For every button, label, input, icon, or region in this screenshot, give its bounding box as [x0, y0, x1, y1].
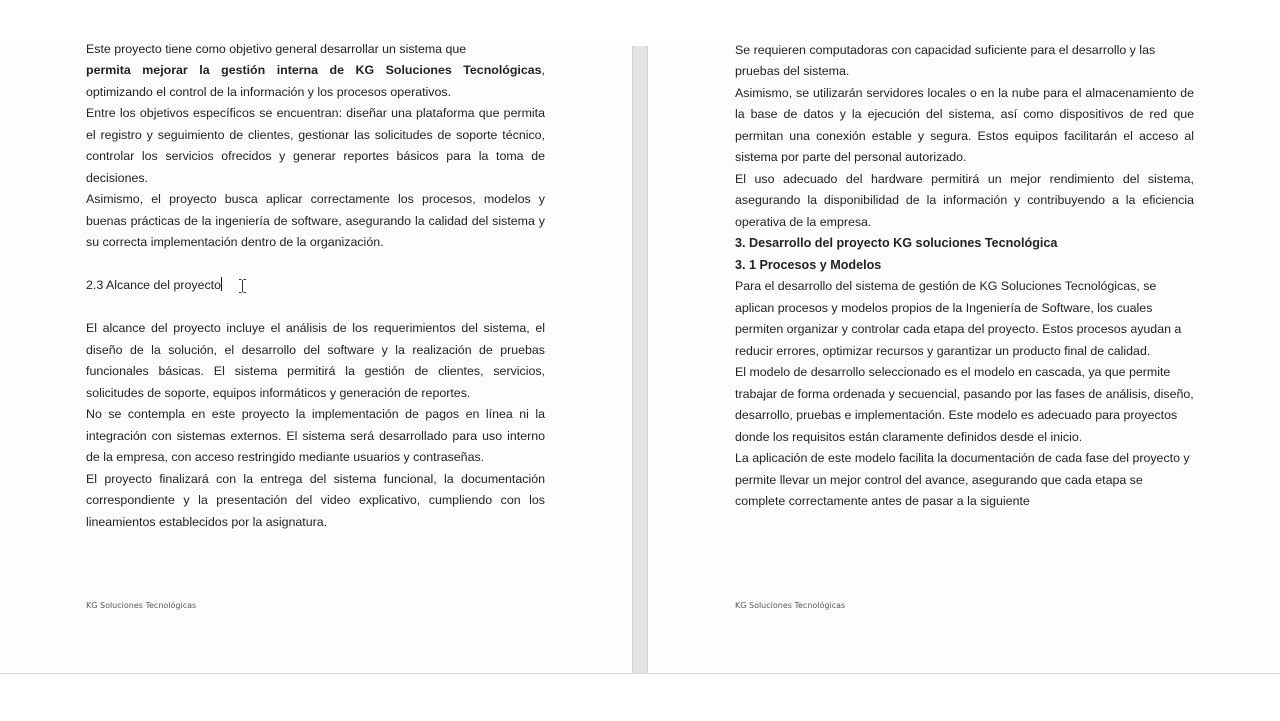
blank-line [86, 297, 545, 319]
ibeam-cursor-icon [238, 279, 247, 293]
page-footer-right: KG Soluciones Tecnológicas [735, 601, 846, 610]
paragraph-objective-general-rest[interactable]: optimizando el control de la información y los procesos operativos. [86, 84, 452, 99]
section-title-alcance[interactable] [86, 275, 545, 297]
blank-line [86, 254, 545, 276]
paragraph-waterfall[interactable]: El modelo de desarrollo seleccionado es el modelo en cascada, ya que permite trabajar de forma ordenada y secuencial, pasando por las fases de análisis, diseño, desarrollo, pruebas e implementación. Este modelo es adecuado para proyectos donde los requisitos están claramente definidos desde el inicio. [735, 365, 1194, 444]
bottom-bar [0, 673, 1280, 721]
document-page-right[interactable] [648, 42, 1280, 673]
chapter-title[interactable]: 3. Desarrollo del proyecto KG soluciones Tecnológica [735, 236, 1058, 250]
paragraph-good-practices[interactable]: Asimismo, el proyecto busca aplicar correctamente los procesos, modelos y buenas prácticas de la ingeniería de software, asegurando la calidad del sistema y su correcta implementación dentro de la organización. [86, 192, 545, 249]
clipped-line [735, 42, 1194, 61]
bold-objective-trail: , [541, 63, 545, 77]
paragraph-objective-general[interactable] [86, 60, 545, 82]
paragraph-deliverables[interactable]: El proyecto finalizará con la entrega del sistema funcional, la documentación correspondiente y la presentación del video explicativo, cumpliendo con los lineamientos establecidos por la asignatura. [86, 471, 545, 529]
page-body-left [86, 41, 545, 533]
paragraph-exclusions[interactable]: No se contempla en este proyecto la implementación de pagos en línea ni la integración con sistemas externos. El sistema será desarrollado para uso interno de la empresa, con acceso restringido mediante usuarios y contraseñas. [86, 407, 545, 464]
paragraph-hardware-usage[interactable]: El uso adecuado del hardware permitirá un mejor rendimiento del sistema, asegurando la disponibilidad de la información y contribuyendo a la eficiencia operativa de la empresa. [735, 171, 1194, 229]
bold-objective-text: permita mejorar la gestión interna de KG Soluciones Tecnológicas [86, 63, 542, 77]
paragraph-servers[interactable]: Asimismo, se utilizarán servidores locales o en la nube para el almacenamiento de la base de datos y la ejecución del sistema, así como dispositivos de red que permitan una conexión estable y segura. Estos equipos facilitarán el acceso al sistema por parte del personal autorizado. [735, 85, 1194, 164]
paragraph-processes[interactable]: Para el desarrollo del sistema de gestión de KG Soluciones Tecnológicas, se aplican procesos y modelos propios de la Ingeniería de Software, los cuales permiten organizar y controlar cada etapa del proyecto. Estos procesos ayudan a reducir errores, optimizar recursos y garantizar un producto final de calidad. [735, 279, 1182, 358]
rag-paragraphs [735, 276, 1194, 513]
paragraph-hardware-rest[interactable]: pruebas del sistema. [735, 64, 850, 78]
document-page-left[interactable] [0, 41, 632, 673]
page-body-right [735, 42, 1194, 513]
paragraph-documentation[interactable]: La aplicación de este modelo facilita la documentación de cada fase del proyecto y permite llevar un mejor control del avance, asegurando que cada etapa se complete correctamente antes de pasar a la siguiente [735, 451, 1190, 508]
clipped-line-text: Este proyecto tiene como objetivo general desarrollar un sistema que [86, 41, 467, 56]
paragraph-specific-objectives[interactable]: Entre los objetivos específicos se encuentran: diseñar una plataforma que permita el registro y seguimiento de clientes, gestionar las solicitudes de soporte técnico, controlar los servicios ofrecidos y generar reportes básicos para la toma de decisiones. [86, 106, 545, 185]
document-viewport[interactable] [0, 41, 1280, 673]
clipped-line-text: Se requieren computadoras con capacidad suficiente para el desarrollo y las [735, 42, 1156, 57]
paragraph-scope[interactable]: El alcance del proyecto incluye el análisis de los requerimientos del sistema, el diseño de la solución, el desarrollo del software y la realización de pruebas funcionales básicas. El sistema permitirá la gestión de clientes, servicios, solicitudes de soporte, equipos informáticos y generación de reportes. [86, 321, 545, 400]
text-cursor [221, 277, 222, 291]
section-title-text: 2.3 Alcance del proyecto [86, 278, 222, 292]
clipped-line [86, 41, 545, 60]
page-footer-left: KG Soluciones Tecnológicas [86, 601, 197, 610]
page-gutter [632, 46, 648, 673]
subsection-title[interactable]: 3. 1 Procesos y Modelos [735, 257, 882, 272]
